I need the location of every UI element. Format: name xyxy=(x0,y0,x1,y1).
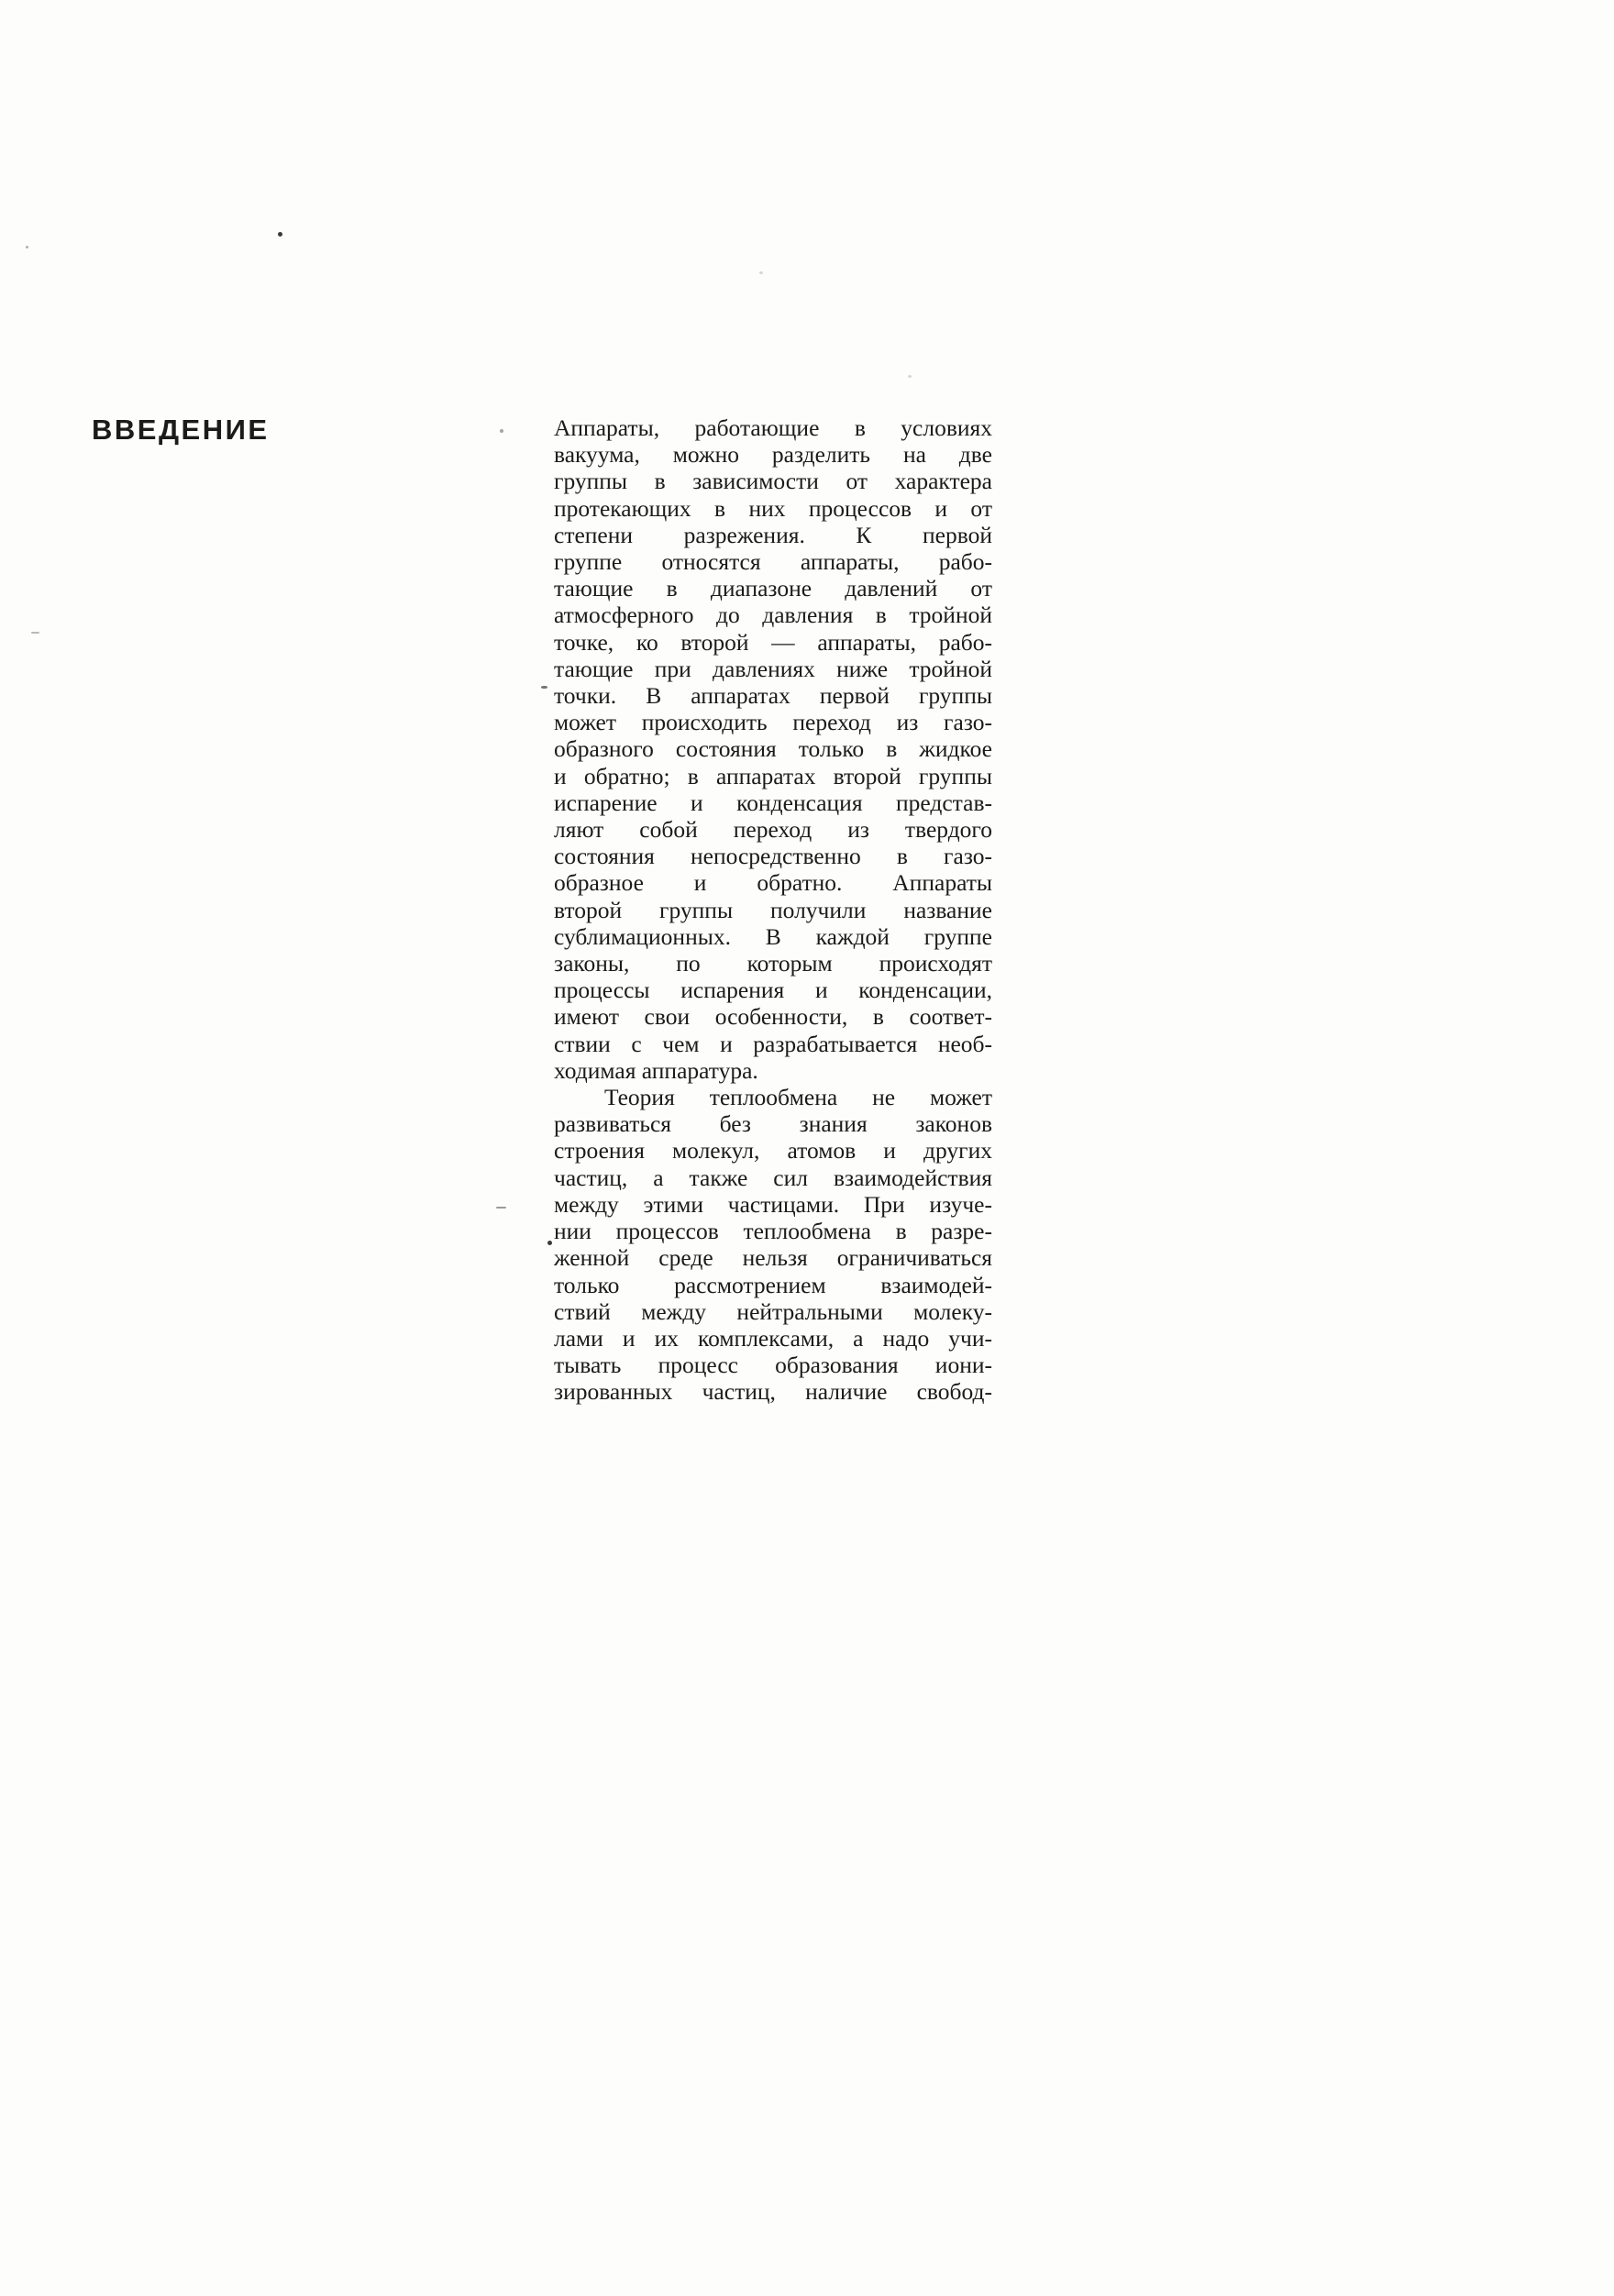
scan-speck xyxy=(908,375,912,378)
text-line: Аппараты, работающие в условиях xyxy=(554,414,992,441)
text-line: группы в зависимости от характера xyxy=(554,468,992,495)
text-line: протекающих в них процессов и от xyxy=(554,494,992,522)
text-line: вакуума, можно разделить на две xyxy=(554,441,992,469)
text-line: процессы испарения и конденсации, xyxy=(554,977,992,1004)
text-line: ствии с чем и разрабатывается необ- xyxy=(554,1030,992,1057)
text-line: точки. В аппаратах первой группы xyxy=(554,682,992,710)
text-line: группе относятся аппараты, рабо- xyxy=(554,548,992,576)
text-line: точке, ко второй — аппараты, рабо- xyxy=(554,628,992,656)
scan-speck xyxy=(496,1207,506,1209)
text-line: между этими частицами. При изуче- xyxy=(554,1190,992,1218)
text-line: развиваться без знания законов xyxy=(554,1110,992,1138)
text-line: тающие при давлениях ниже тройной xyxy=(554,655,992,682)
text-line: ляют собой переход из твердого xyxy=(554,816,992,844)
text-line: степени разрежения. К первой xyxy=(554,521,992,548)
text-line: ствий между нейтральными молеку- xyxy=(554,1297,992,1325)
scan-speck xyxy=(547,1241,552,1245)
scan-speck xyxy=(759,271,763,274)
text-line: тывать процесс образования иони- xyxy=(554,1352,992,1379)
text-line: ходимая аппаратура. xyxy=(554,1056,758,1084)
text-line: строения молекул, атомов и других xyxy=(554,1137,992,1165)
text-line: испарение и конденсация представ- xyxy=(554,789,992,816)
text-line: может происходить переход из газо- xyxy=(554,709,992,736)
scan-speck xyxy=(278,232,282,237)
text-line: зированных частиц, наличие свобод- xyxy=(554,1378,992,1406)
text-line: Теория теплообмена не может xyxy=(604,1084,992,1111)
text-line: нии процессов теплообмена в разре- xyxy=(554,1218,992,1245)
text-line: образное и обратно. Аппараты xyxy=(554,869,992,897)
text-line: лами и их комплексами, а надо учи- xyxy=(554,1324,992,1352)
text-line: образного состояния только в жидкое xyxy=(554,735,992,763)
scan-speck xyxy=(500,429,503,433)
scan-speck xyxy=(26,246,28,248)
text-line: женной среде нельзя ограничиваться xyxy=(554,1244,992,1272)
scan-speck xyxy=(31,632,39,634)
text-line: второй группы получили название xyxy=(554,896,992,923)
text-line: частиц, а также сил взаимодействия xyxy=(554,1164,992,1191)
text-line: сублимационных. В каждой группе xyxy=(554,922,992,950)
text-line: тающие в диапазоне давлений от xyxy=(554,575,992,602)
text-line: имеют свои особенности, в соответ- xyxy=(554,1003,992,1031)
text-line: только рассмотрением взаимодей- xyxy=(554,1271,992,1298)
text-line: атмосферного до давления в тройной xyxy=(554,602,992,629)
scan-speck xyxy=(541,686,547,689)
text-line: и обратно; в аппаратах второй группы xyxy=(554,762,992,789)
text-line: состояния непосредственно в газо- xyxy=(554,843,992,870)
chapter-heading: ВВЕДЕНИЕ xyxy=(92,414,270,446)
text-column xyxy=(554,414,992,1406)
text-line: законы, по которым происходят xyxy=(554,950,992,977)
